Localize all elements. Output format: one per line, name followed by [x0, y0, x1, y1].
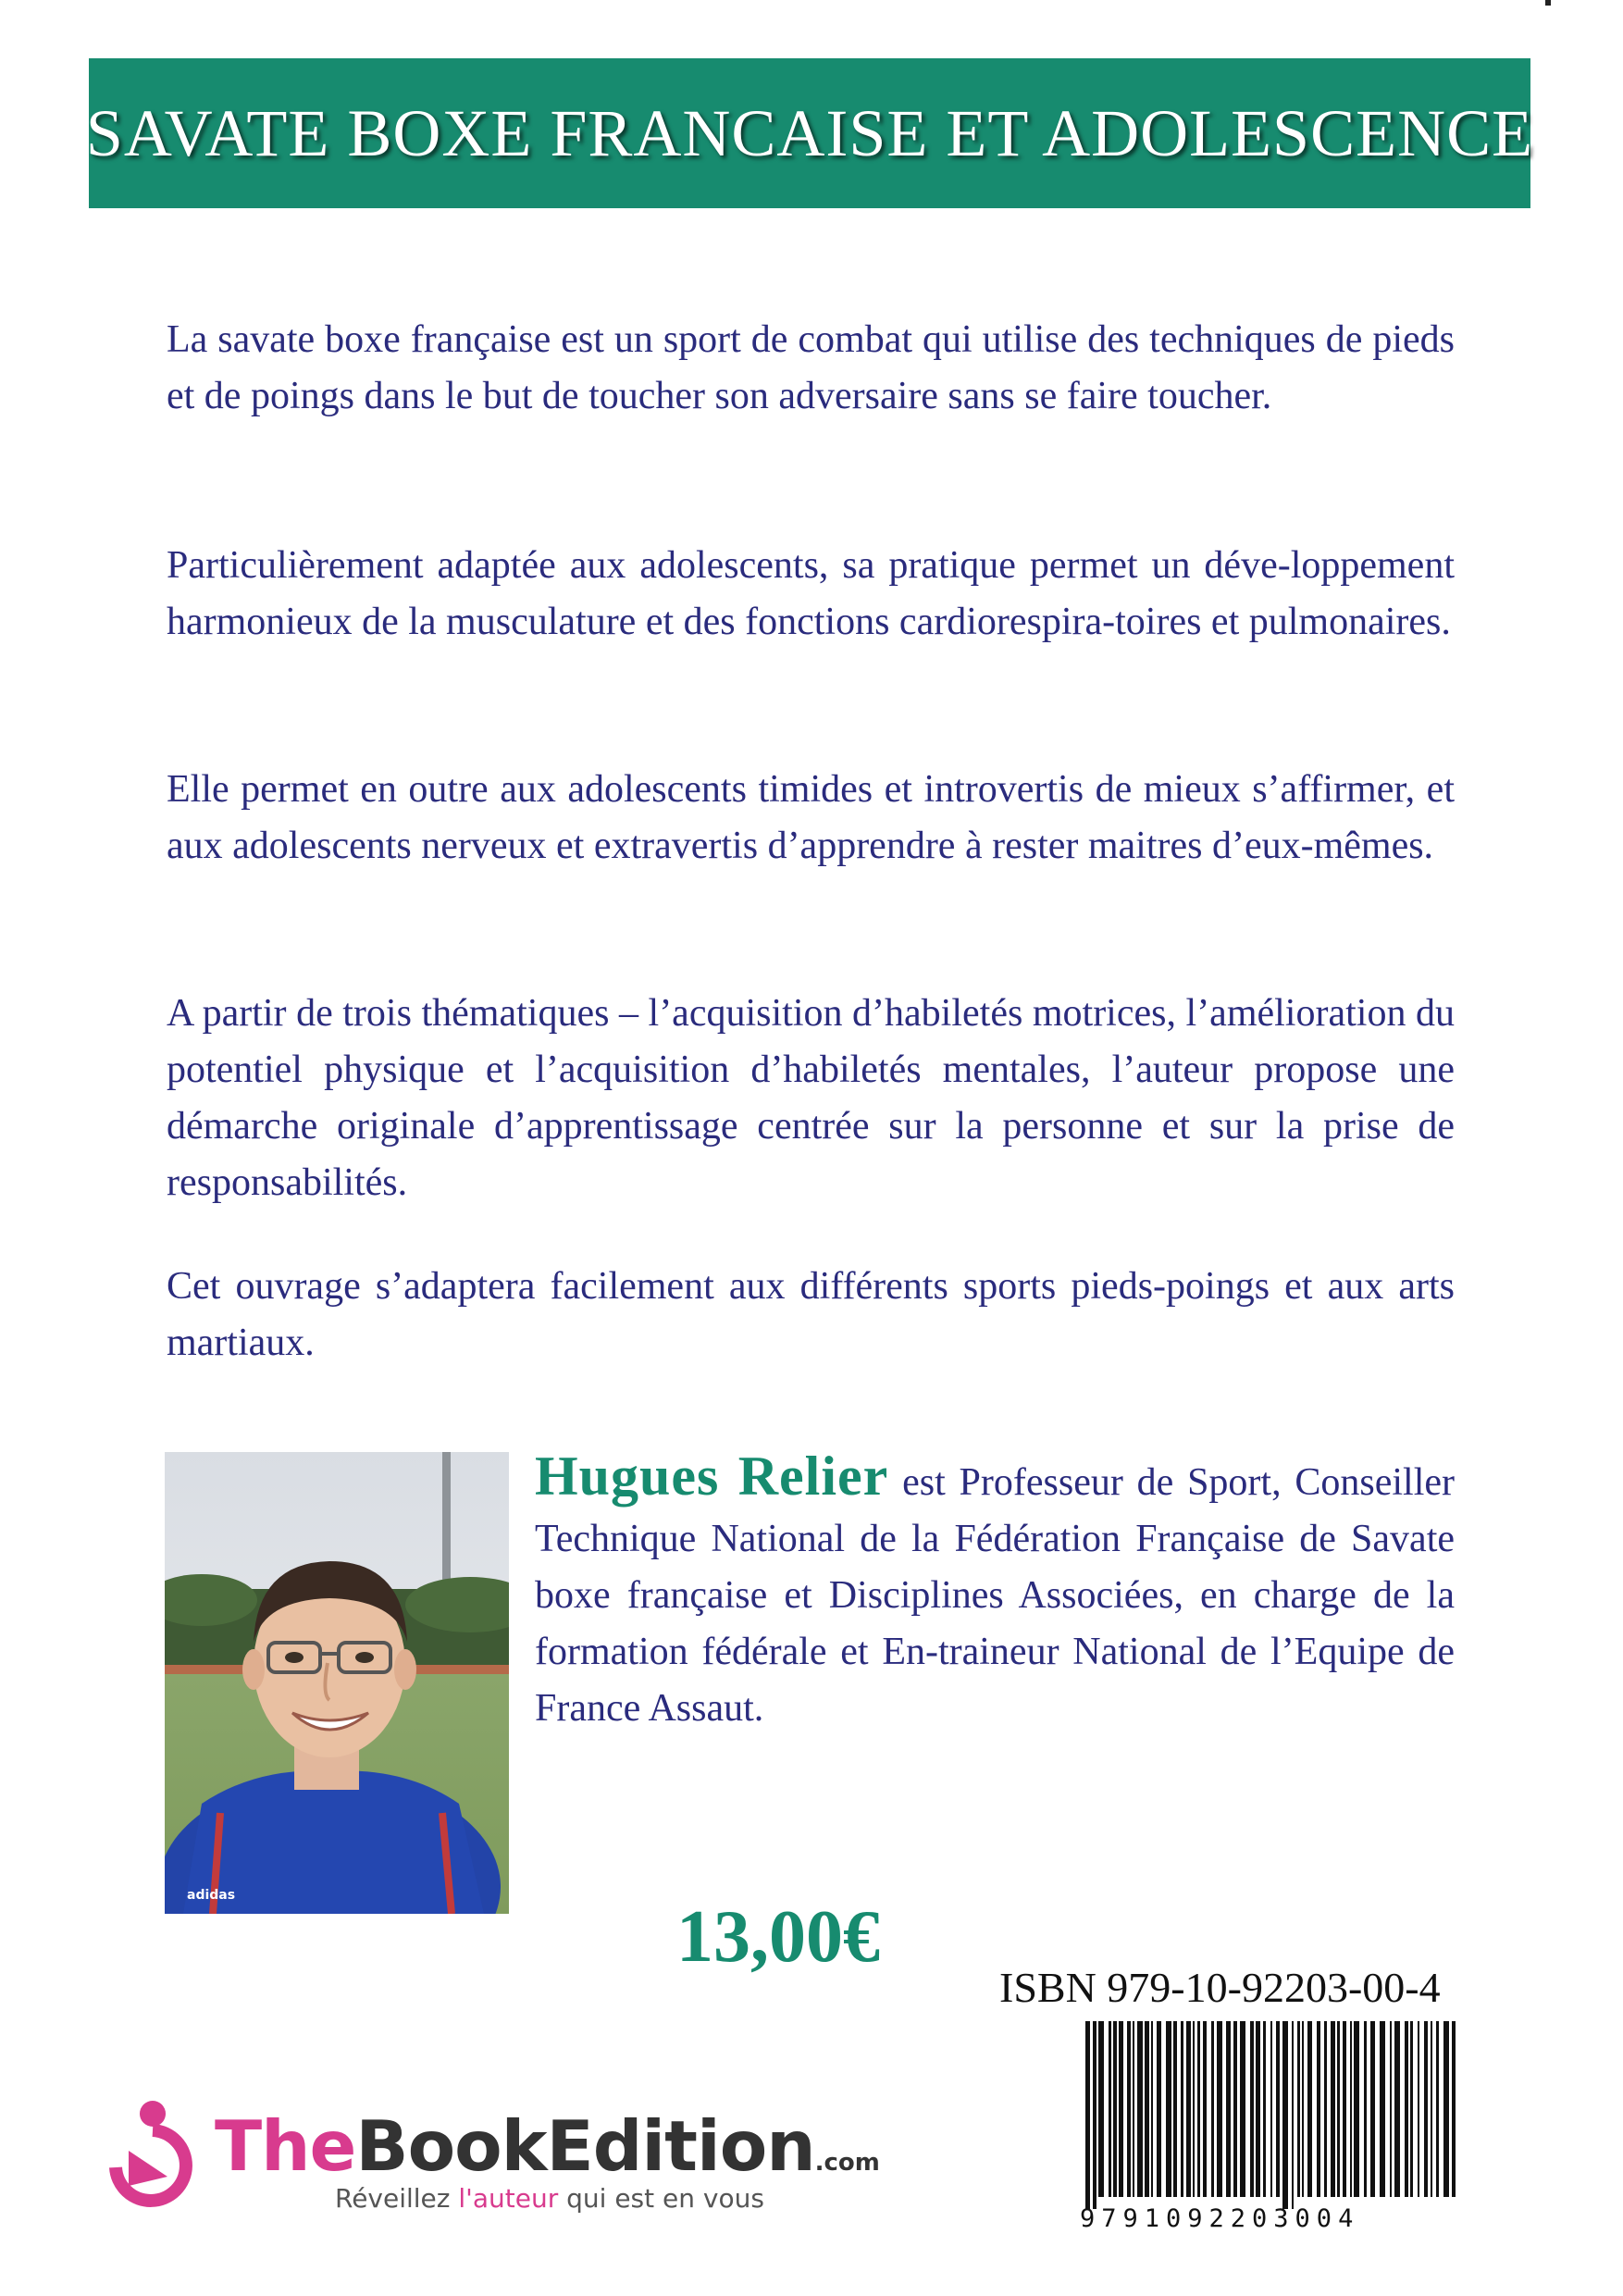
- publisher-name-suffix: .com: [814, 2149, 880, 2177]
- description-paragraph-1: La savate boxe française est un sport de combat qui utilise des techniques de pieds et de poings dans le but de toucher son adversaire sans se faire toucher.: [167, 318, 1455, 417]
- barcode-digits: 9791092203004: [1080, 2204, 1360, 2233]
- publisher-name-the: The: [215, 2105, 356, 2187]
- svg-text:adidas: adidas: [187, 1888, 236, 1903]
- author-photo: [165, 1452, 509, 1914]
- publisher-name-rest: BookEdition: [355, 2105, 815, 2187]
- barcode: [1080, 2021, 1461, 2209]
- author-bio: [535, 1448, 1455, 1737]
- publisher-tagline: [335, 2183, 764, 2215]
- author-name: Hugues Relier: [535, 1446, 889, 1507]
- description-paragraph-5: Cet ouvrage s’adaptera facilement aux différents sports pieds-poings et aux arts martiaux.: [167, 1265, 1455, 1364]
- publisher-logo-icon: [88, 2093, 208, 2214]
- book-title: SAVATE BOXE FRANCAISE ET ADOLESCENCE: [85, 95, 1534, 170]
- description-paragraph-3: Elle permet en outre aux adolescents timides et introvertis de mieux s’affirmer, et aux adolescents nerveux et extravertis d’apprendre à rester maitres d’eux-mêmes.: [167, 768, 1455, 867]
- isbn-label: ISBN 979-10-92203-00-4: [999, 1964, 1441, 2011]
- tagline-start: Réveillez: [335, 2183, 459, 2214]
- price: 13,00€: [676, 1896, 880, 1978]
- tagline-accent: l'auteur: [458, 2183, 559, 2214]
- description-paragraph-2: Particulièrement adaptée aux adolescents, sa pratique permet un déve-loppement harmonieux de la musculature et des fonctions cardiorespira-toires et pulmonaires.: [167, 544, 1455, 643]
- corner-mark: [1545, 0, 1551, 6]
- tagline-end: qui est en vous: [558, 2183, 764, 2214]
- author-bio-text: est Professeur de Sport, Conseiller Technique National de la Fédération Française de Savate boxe française et Disciplines Associées, en charge de la formation fédérale et En-traineur National de l’Equipe de France Assaut.: [535, 1461, 1456, 1730]
- description-paragraph-4: A partir de trois thématiques – l’acquisition d’habiletés motrices, l’amélioration du potentiel physique et l’acquisition d’habiletés mentales, l’auteur propose une démarche originale d’apprentissage centrée sur la personne et sur la prise de responsabilités.: [167, 992, 1455, 1204]
- title-banner: [85, 58, 1534, 208]
